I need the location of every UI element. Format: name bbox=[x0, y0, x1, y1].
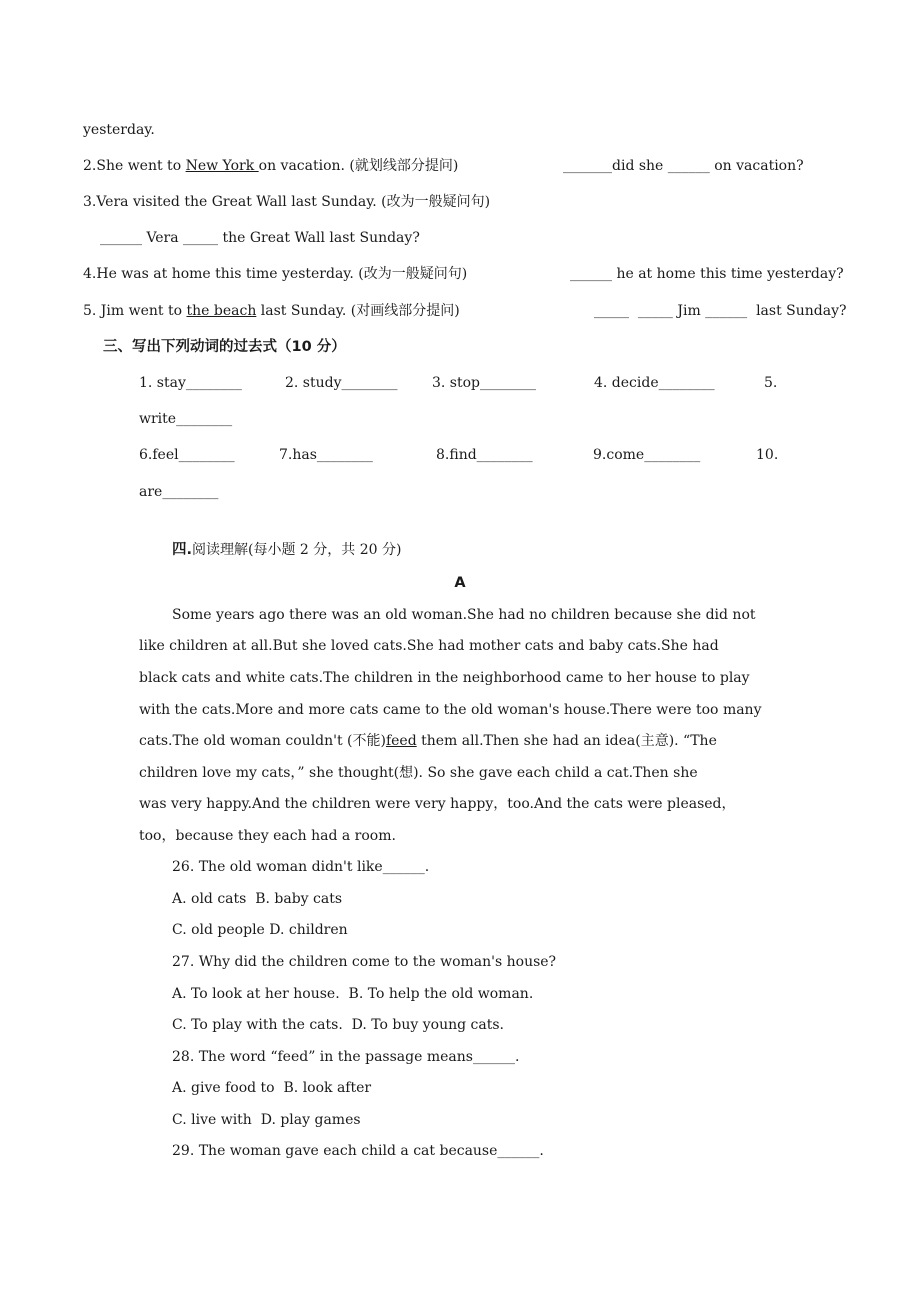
question-3: 3.Vera visited the Great Wall last Sunday. (改为一般疑问句) bbox=[83, 194, 491, 210]
q2-post: on vacation. (就划线部分提问) bbox=[258, 158, 459, 174]
verb-item: 8.find________ bbox=[436, 447, 533, 463]
question-options: C. To play with the cats. D. To buy young cats. bbox=[172, 1017, 504, 1033]
line5-underlined: feed bbox=[385, 733, 417, 749]
verb-item: 6.feel________ bbox=[139, 447, 235, 463]
question-2 bbox=[83, 157, 458, 175]
question-stem: 28. The word “feed” in the passage means______. bbox=[172, 1049, 520, 1065]
verb-item: 10. bbox=[756, 447, 779, 463]
verb-item: are________ bbox=[139, 484, 219, 500]
passage-line: too，because they each had a room. bbox=[139, 828, 396, 844]
passage-label: A bbox=[454, 575, 466, 591]
question-options: A. old cats B. baby cats bbox=[172, 891, 343, 907]
question-4: 4.He was at home this time yesterday. (改为一般疑问句) bbox=[83, 266, 468, 282]
question-stem: 27. Why did the children come to the woman's house? bbox=[172, 954, 557, 970]
passage-line: black cats and white cats.The children in the neighborhood came to her house to play bbox=[139, 670, 750, 686]
q5-post: last Sunday. (对画线部分提问) bbox=[256, 303, 460, 319]
section-4-heading bbox=[172, 541, 401, 559]
section-4-title: 阅读理解(每小题 2 分，共 20 分) bbox=[192, 542, 402, 558]
q5-answer: _____ _____ Jim ______ last Sunday? bbox=[594, 303, 847, 319]
passage-line: Some years ago there was an old woman.She had no children because she did not bbox=[172, 607, 756, 623]
verb-item: write________ bbox=[139, 411, 233, 427]
q5-underlined: the beach bbox=[186, 303, 257, 319]
verb-item: 4. decide________ bbox=[594, 375, 715, 391]
question-options: C. live with D. play games bbox=[172, 1112, 361, 1128]
q3-answer: ______ Vera _____ the Great Wall last Sunday? bbox=[100, 230, 420, 246]
q2-answer: _______did she ______ on vacation? bbox=[563, 158, 804, 174]
verb-item: 2. study________ bbox=[285, 375, 398, 391]
passage-line: children love my cats，” she thought(想). So she gave each child a cat.Then she bbox=[139, 765, 698, 781]
line5-post: them all.Then she had an idea(主意). “The bbox=[416, 733, 717, 749]
question-options: C. old people D. children bbox=[172, 922, 348, 938]
question-stem: 29. The woman gave each child a cat because______. bbox=[172, 1143, 544, 1159]
q2-underlined: New York bbox=[185, 158, 259, 174]
question-stem: 26. The old woman didn't like______. bbox=[172, 859, 430, 875]
section-4-number: 四. bbox=[172, 542, 193, 558]
passage-line: like children at all.But she loved cats.She had mother cats and baby cats.She had bbox=[139, 638, 719, 654]
section-3-heading: 三、写出下列动词的过去式（10 分） bbox=[103, 339, 346, 355]
q5-pre: 5. Jim went to bbox=[83, 303, 187, 319]
passage-line: was very happy.And the children were very happy，too.And the cats were pleased， bbox=[139, 796, 736, 812]
q4-answer: ______ he at home this time yesterday? bbox=[570, 266, 844, 282]
q2-pre: 2.She went to bbox=[83, 158, 186, 174]
question-options: A. To look at her house. B. To help the old woman. bbox=[172, 986, 534, 1002]
line5-pre: cats.The old woman couldn't (不能) bbox=[139, 733, 386, 749]
question-options: A. give food to B. look after bbox=[172, 1080, 372, 1096]
verb-item: 1. stay________ bbox=[139, 375, 242, 391]
q1-continuation: yesterday. bbox=[83, 122, 155, 138]
verb-item: 9.come________ bbox=[593, 447, 701, 463]
verb-item: 3. stop________ bbox=[432, 375, 537, 391]
verb-item: 7.has________ bbox=[279, 447, 373, 463]
question-5 bbox=[83, 302, 460, 320]
verb-item: 5. bbox=[764, 375, 778, 391]
passage-line: with the cats.More and more cats came to the old woman's house.There were too many bbox=[139, 702, 762, 718]
passage-line bbox=[139, 732, 717, 750]
